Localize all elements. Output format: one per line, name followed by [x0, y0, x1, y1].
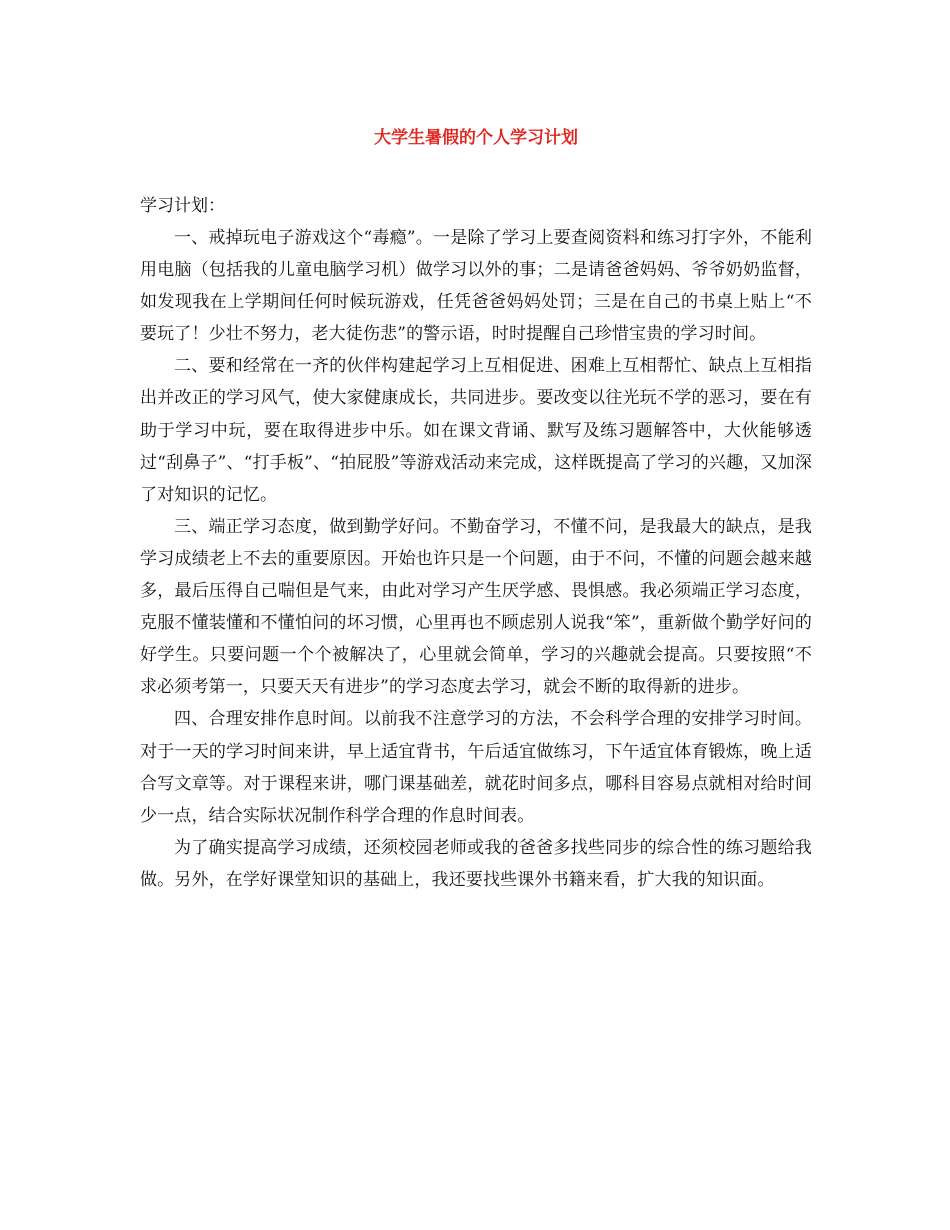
- paragraph-5: 为了确实提高学习成绩，还须校园老师或我的爸爸多找些同步的综合性的练习题给我做。另外，在学好课堂知识的基础上，我还要找些课外书籍来看，扩大我的知识面。: [140, 837, 812, 890]
- paragraph-3: 三、端正学习态度，做到勤学好问。不勤奋学习，不懂不问，是我最大的缺点，是我学习成绩老上不去的重要原因。开始也许只是一个问题，由于不问，不懂的问题会越来越多，最后压得自己喘但是气来，由此对学习产生厌学感、畏惧感。我必须端正学习态度，克服不懂装懂和不懂怕问的坏习惯，心里再也不顾虑别人说我“笨”，重新做个勤学好问的好学生。只要问题一个个被解决了，心里就会简单，学习的兴趣就会提高。只要按照“不求必须考第一，只要天天有进步”的学习态度去学习，就会不断的取得新的进步。: [140, 516, 812, 698]
- paragraph-4: 四、合理安排作息时间。以前我不注意学习的方法，不会科学合理的安排学习时间。对于一天的学习时间来讲，早上适宜背书，午后适宜做练习，下午适宜体育锻炼，晚上适合写文章等。对于课程来讲，哪门课基础差，就花时间多点，哪科目容易点就相对给时间少一点，结合实际状况制作科学合理的作息时间表。: [140, 709, 812, 826]
- section-heading: 学习计划：: [140, 196, 225, 216]
- document-title: 大学生暑假的个人学习计划: [374, 128, 578, 148]
- document-body: [140, 222, 812, 896]
- paragraph-1: 一、戒掉玩电子游戏这个“毒瘾”。一是除了学习上要查阅资料和练习打字外，不能利用电脑（包括我的儿童电脑学习机）做学习以外的事；二是请爸爸妈妈、爷爷奶奶监督，如发现我在上学期间任何时候玩游戏，任凭爸爸妈妈处罚；三是在自己的书桌上贴上“不要玩了！少壮不努力，老大徒伤悲”的警示语，时时提醒自己珍惜宝贵的学习时间。: [140, 228, 812, 345]
- paragraph-2: 二、要和经常在一齐的伙伴构建起学习上互相促进、困难上互相帮忙、缺点上互相指出并改正的学习风气，使大家健康成长，共同进步。要改变以往光玩不学的恶习，要在有助于学习中玩，要在取得进步中乐。如在课文背诵、默写及练习题解答中，大伙能够透过“刮鼻子”、“打手板”、“拍屁股”等游戏活动来完成，这样既提高了学习的兴趣，又加深了对知识的记忆。: [140, 356, 812, 505]
